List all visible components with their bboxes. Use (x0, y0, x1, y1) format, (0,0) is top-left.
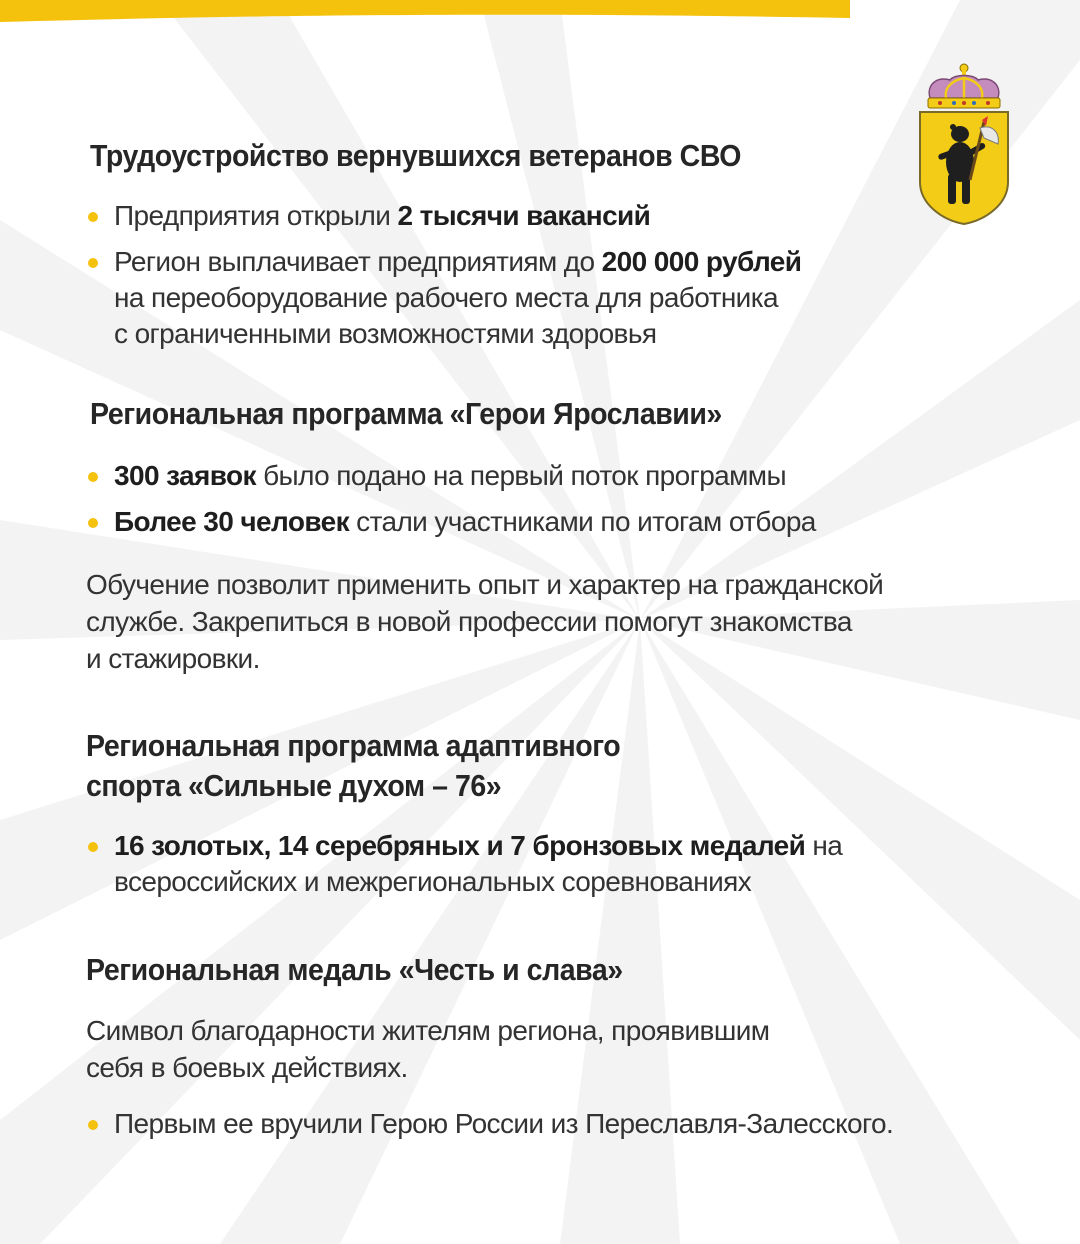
title-line: спорта «Сильные духом – 76» (86, 768, 502, 803)
bullet-item: 16 золотых, 14 серебряных и 7 бронзовых медалей на всероссийских и межрегиональных соревнованиях (88, 828, 842, 900)
title-line: Региональная программа адаптивного (86, 728, 621, 763)
bullet-item: Первым ее вручили Герою России из Переславля-Залесского. (88, 1106, 893, 1142)
crown-icon (928, 64, 1000, 108)
section-title (86, 726, 620, 806)
section-paragraph: Символ благодарности жителям региона, проявившим себя в боевых действиях. (86, 1015, 770, 1083)
bullet-item: Предприятия открыли 2 тысячи вакансий (88, 198, 801, 234)
bullet-list (88, 198, 801, 352)
bullet-list (88, 1106, 893, 1142)
emblem (914, 62, 1014, 226)
title-line: Региональная медаль «Честь и слава» (86, 952, 623, 987)
section-title (90, 136, 741, 176)
bullet-dot-icon (88, 472, 98, 482)
bullet-item: Более 30 человек стали участниками по итогам отбора (88, 504, 816, 540)
title-line: Трудоустройство вернувшихся ветеранов СВО (90, 138, 741, 173)
bullet-dot-icon (88, 258, 98, 268)
bullet-list (88, 458, 816, 540)
bullet-list (88, 828, 842, 900)
yaroslavl-coat-of-arms-icon (914, 62, 1014, 226)
bullet-item: 300 заявок было подано на первый поток программы (88, 458, 816, 494)
section-title (86, 950, 623, 990)
section-title (90, 394, 722, 434)
bullet-dot-icon (88, 518, 98, 528)
bullet-dot-icon (88, 1120, 98, 1130)
bullet-dot-icon (88, 212, 98, 222)
title-line: Региональная программа «Герои Ярославии» (90, 396, 722, 431)
section-paragraph: Обучение позволит применить опыт и характер на гражданской службе. Закрепиться в новой профессии помогут знакомства и стажировки. (86, 569, 884, 674)
bullet-dot-icon (88, 842, 98, 852)
bullet-item: Регион выплачивает предприятиям до 200 000 рублей на переоборудование рабочего места для работника с ограниченными возможностями здоровья (88, 244, 801, 352)
